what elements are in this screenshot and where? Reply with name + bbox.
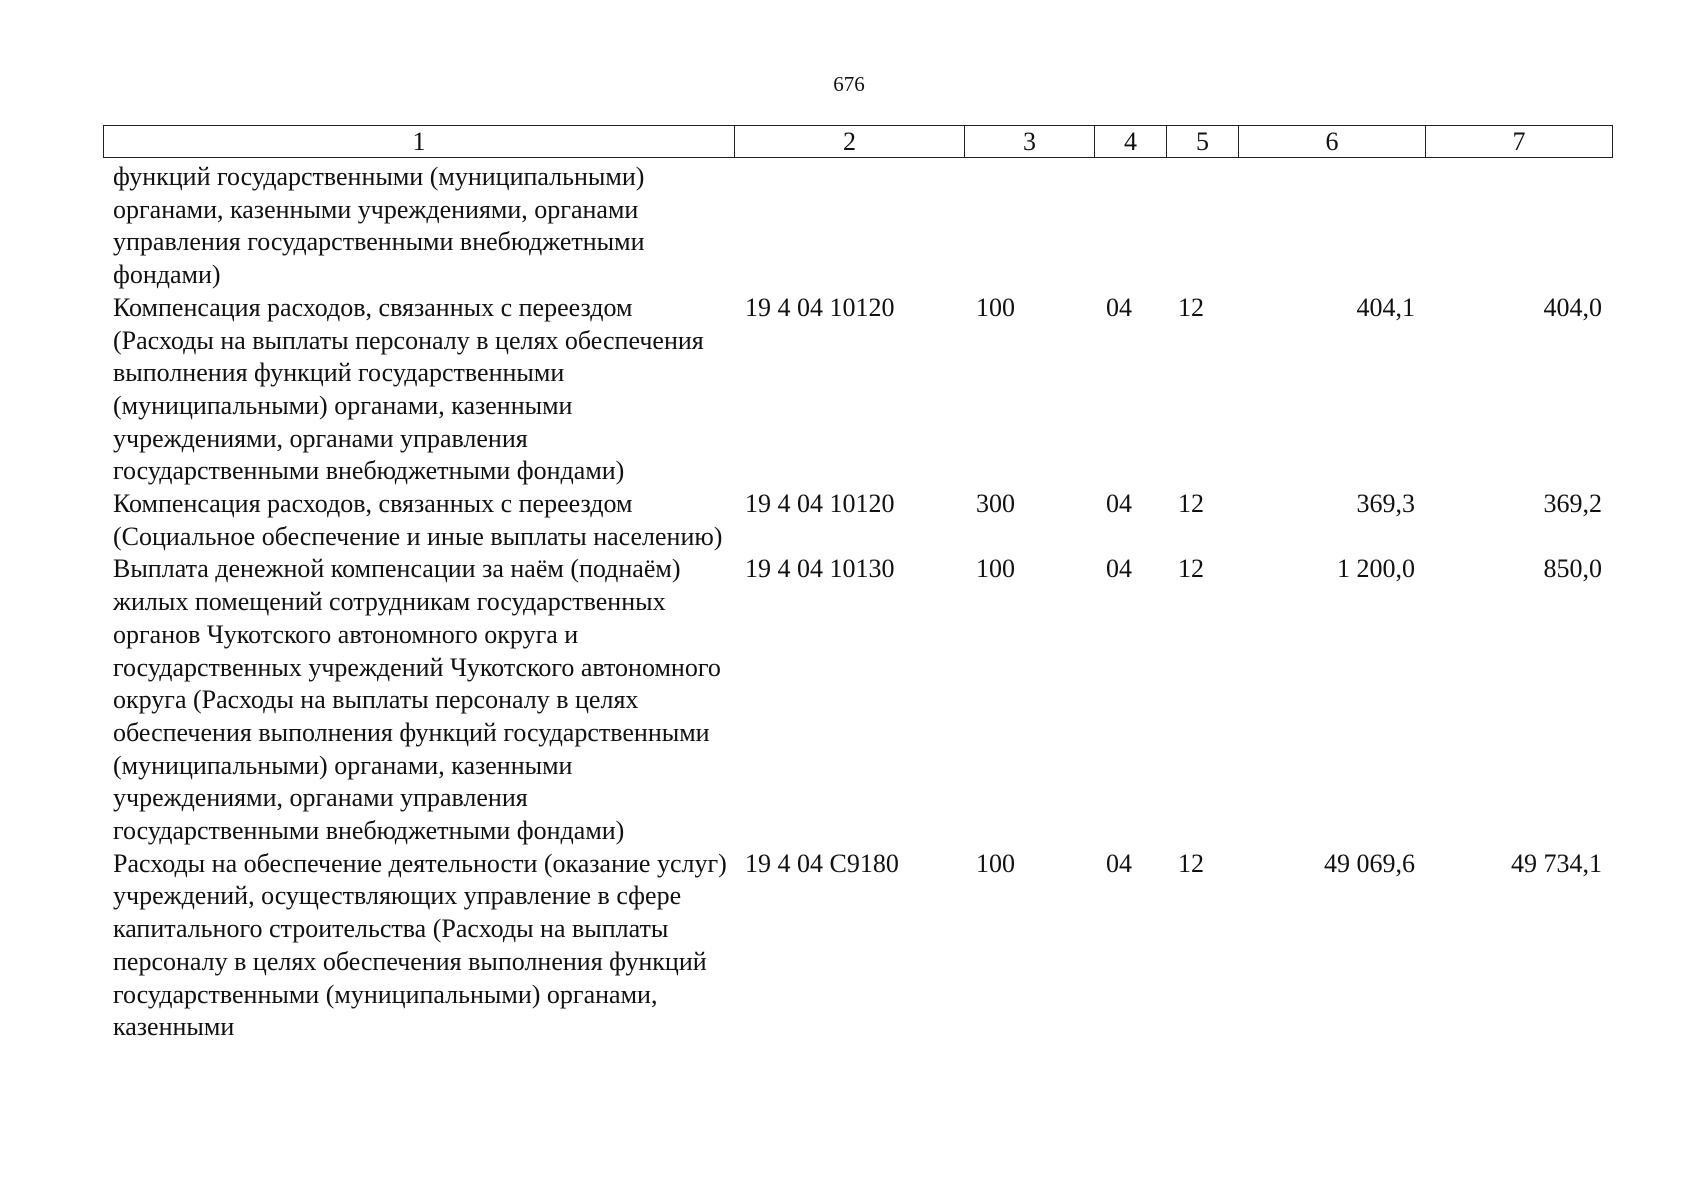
row-amount-7 [1425,161,1612,292]
row-target-code [734,161,964,292]
row-amount-7: 850,0 [1543,554,1602,584]
column-number-header [103,125,1613,158]
row-name: Выплата денежной компенсации за наём (поднаём) жилых помещений сотрудникам государственных органов Чукотского автономного округа и государственных учреждений Чукотского автономного округа (Расходы на выплаты персоналу в целях обеспечения выполнения функций государственными (муниципальными) органами, казенными учреждениями, органами управления государственными внебюджетными фондами) [113,554,721,846]
header-cell-3: 3 [965,126,1095,158]
row-section [1094,161,1166,292]
row-subsection: 12 [1178,489,1204,519]
row-target-code: 19 4 04 С9180 [745,848,899,878]
row-expense-type: 300 [976,489,1015,519]
header-cell-4: 4 [1095,126,1167,158]
row-subsection: 12 [1178,554,1204,584]
row-amount-7: 404,0 [1543,292,1602,322]
table-row [103,161,1612,292]
row-amount-6: 404,1 [1356,292,1415,322]
header-cell-1: 1 [104,126,735,158]
row-section: 04 [1106,292,1132,322]
table-row [103,488,1612,553]
row-section: 04 [1106,554,1132,584]
row-expense-type [964,161,1094,292]
row-name: Компенсация расходов, связанных с переездом (Социальное обеспечение и иные выплаты населению) [113,489,723,551]
table-row [103,848,1612,1044]
page-number: 676 [833,72,865,96]
row-section: 04 [1106,489,1132,519]
row-subsection: 12 [1178,292,1204,322]
budget-table [103,161,1612,1044]
row-target-code: 19 4 04 10120 [745,292,895,322]
row-expense-type: 100 [976,554,1015,584]
row-name: функций государственными (муниципальными) органами, казенными учреждениями, органами управления государственными внебюджетными фондами) [113,162,645,290]
table-row [103,553,1612,847]
row-subsection: 12 [1178,848,1204,878]
row-name: Компенсация расходов, связанных с переездом (Расходы на выплаты персоналу в целях обеспечения выполнения функций государственными (муниципальными) органами, казенными учреждениями, органами управления государственными внебюджетными фондами) [113,292,704,486]
row-amount-6: 49 069,6 [1324,848,1415,878]
row-target-code: 19 4 04 10130 [745,554,895,584]
row-amount-6: 369,3 [1356,489,1415,519]
row-amount-6: 1 200,0 [1337,554,1415,584]
row-expense-type: 100 [976,848,1015,878]
row-target-code: 19 4 04 10120 [745,489,895,519]
row-amount-7: 369,2 [1543,489,1602,519]
header-cell-5: 5 [1167,126,1239,158]
header-cell-2: 2 [735,126,965,158]
row-amount-7: 49 734,1 [1511,848,1602,878]
header-row [104,126,1613,158]
row-section: 04 [1106,848,1132,878]
table-row [103,292,1612,488]
header-cell-7: 7 [1426,126,1613,158]
row-subsection [1166,161,1238,292]
row-amount-6 [1238,161,1425,292]
row-name: Расходы на обеспечение деятельности (оказание услуг) учреждений, осуществляющих управление в сфере капитального строительства (Расходы на выплаты персоналу в целях обеспечения выполнения функций государственными (муниципальными) органами, казенными [113,848,727,1042]
row-expense-type: 100 [976,292,1015,322]
header-cell-6: 6 [1239,126,1426,158]
